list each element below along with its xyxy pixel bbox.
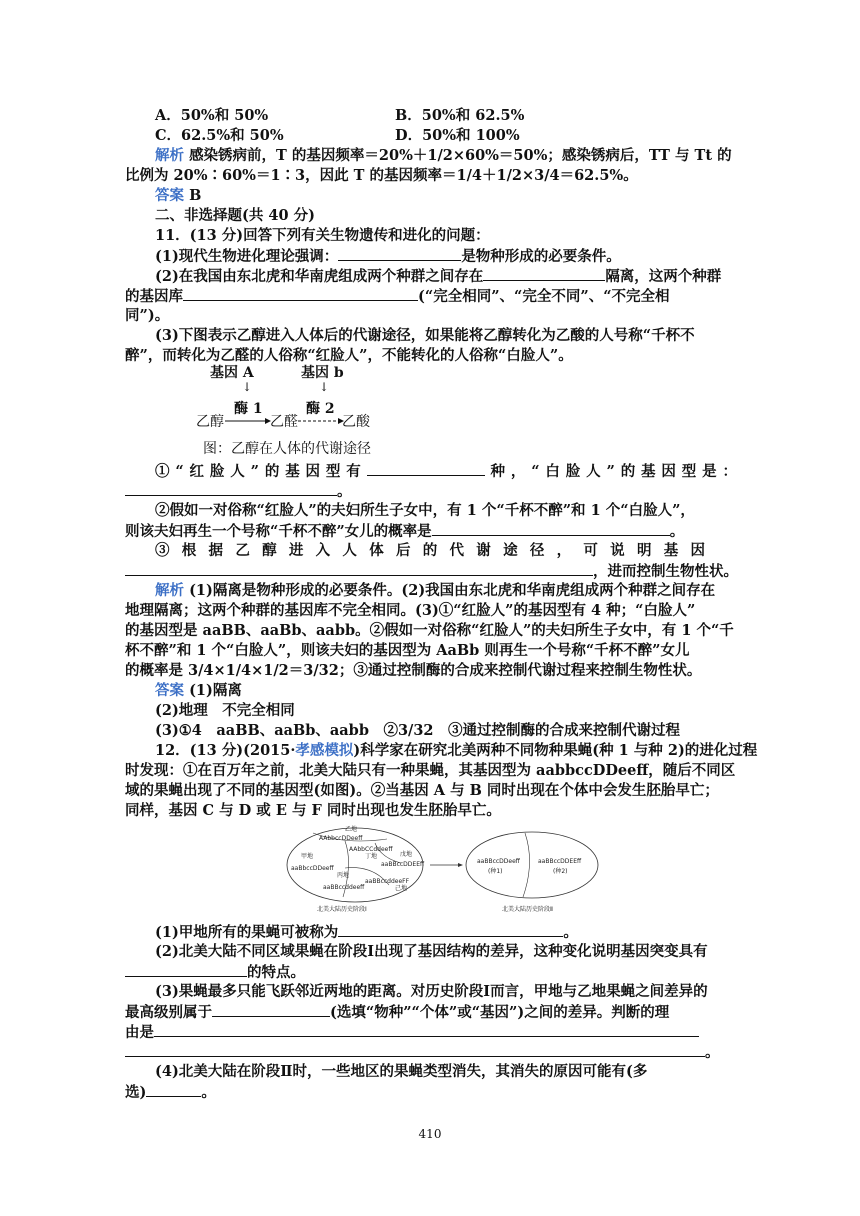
source-tag: 孝感模拟 bbox=[295, 742, 354, 759]
question-text: 域的果蝇出现了不同的基因型(如图)。②当基因 A 与 B 同时出现在个体中会发生胚胎早亡； bbox=[125, 782, 719, 799]
question-text: 时发现：①在百万年之前，北美大陆只有一种果蝇，其基因型为 aabbccDDeeff，随后不同区 bbox=[125, 762, 736, 779]
question-text: 最高级别属于 bbox=[125, 1004, 212, 1021]
answer-blank[interactable] bbox=[125, 1042, 705, 1057]
answer-blank[interactable] bbox=[183, 286, 418, 301]
question-text: 。 bbox=[669, 523, 685, 540]
question-text: (“完全相同”、“完全不同”、“不完全相 bbox=[418, 288, 670, 305]
question-text: 同”)。 bbox=[125, 307, 170, 324]
question-text: 的特点。 bbox=[247, 964, 305, 981]
region-label: 戊地 bbox=[400, 851, 413, 858]
answer-value: (2)地理 不完全相同 bbox=[155, 702, 295, 719]
question-stem: 11．(13 分)回答下列有关生物遗传和进化的问题： bbox=[155, 227, 490, 244]
option-a: A．50%和 50% bbox=[155, 107, 269, 124]
analysis-text: 杯不醉”和 1 个“白脸人”，则该夫妇的基因型为 AaBb 则再生一个号称“千杯不醉”女儿 bbox=[125, 642, 690, 659]
question-text: ①“红脸人”的基因型有 bbox=[155, 463, 367, 480]
question-text: (4)北美大陆在阶段Ⅱ时，一些地区的果蝇类型消失，其消失的原因可能有(多 bbox=[155, 1063, 648, 1080]
question-text: 由是 bbox=[125, 1024, 154, 1041]
diagram-caption: 图：乙醇在人体的代谢途径 bbox=[203, 441, 371, 457]
region-label: 丁地 bbox=[365, 853, 378, 860]
option-row bbox=[155, 106, 737, 126]
species-label: (种1) bbox=[488, 868, 503, 875]
genotype-label: AAbbCCddeeff bbox=[349, 846, 393, 853]
acetic-acid-label: 乙酸 bbox=[342, 414, 370, 430]
question-part bbox=[125, 521, 737, 542]
gene-a-label: 基因 A bbox=[210, 365, 254, 381]
option-b: B．50%和 62.5% bbox=[395, 107, 525, 124]
question-stem bbox=[155, 741, 758, 761]
analysis-text: 地理隔离；这两个种群的基因库不完全相同。(3)①“红脸人”的基因型有 4 种；“白脸人” bbox=[125, 602, 696, 619]
answer-blank[interactable] bbox=[212, 1002, 330, 1017]
answer-blank[interactable] bbox=[125, 962, 247, 977]
question-part bbox=[125, 1002, 737, 1023]
question-text: ③根据乙醇进入人体后的代谢途径，可说明基因 bbox=[155, 542, 715, 559]
answer-blank[interactable] bbox=[146, 1082, 201, 1097]
analysis-text: (1)隔离是物种形成的必要条件。(2)我国由东北虎和华南虎组成两个种群之间存在 bbox=[189, 582, 716, 599]
question-part bbox=[155, 461, 737, 482]
question-text: 。 bbox=[201, 1084, 216, 1101]
question-text: 则该夫妇再生一个号称“千杯不醉”女儿的概率是 bbox=[125, 523, 432, 540]
species-label: (种2) bbox=[553, 868, 568, 875]
reaction-arrow-icon bbox=[298, 417, 344, 425]
question-text: (2)北美大陆不同区域果蝇在阶段Ⅰ出现了基因结构的差异，这种变化说明基因突变具有 bbox=[155, 943, 708, 960]
question-text: (2)在我国由东北虎和华南虎组成两个种群之间存在 bbox=[155, 268, 484, 285]
answer-blank[interactable] bbox=[154, 1022, 699, 1037]
answer-blank[interactable] bbox=[483, 266, 605, 281]
question-text: (选填“物种”“个体”或“基因”)之间的差异。判断的理 bbox=[330, 1004, 670, 1021]
genotype-label: aaBBccddeeFF bbox=[365, 878, 410, 885]
genotype-label: aaBBccddeeff bbox=[323, 884, 365, 891]
question-text: 12．(13 分)(2015· bbox=[155, 742, 296, 759]
answer-value: B bbox=[189, 187, 202, 204]
question-text: )科学家在研究北美两种不同物种果蝇(种 1 与种 2)的进化过程 bbox=[353, 742, 758, 759]
question-text: 。 bbox=[337, 483, 352, 500]
section-heading: 二、非选择题(共 40 分) bbox=[155, 207, 315, 224]
option-d: D．50%和 100% bbox=[395, 127, 520, 144]
question-part bbox=[125, 286, 737, 307]
analysis-text: 的概率是 3/4×1/4×1/2＝3/32；③通过控制酶的合成来控制代谢过程来控制生物性状。 bbox=[125, 662, 702, 679]
question-part bbox=[125, 481, 737, 502]
acetaldehyde-label: 乙醛 bbox=[270, 414, 298, 430]
question-text: 。 bbox=[705, 1044, 720, 1061]
genotype-label: aaBBccDDEEff bbox=[538, 858, 582, 865]
question-part bbox=[125, 1082, 737, 1103]
answer-label: 答案 bbox=[155, 682, 184, 699]
question-text: (3)下图表示乙醇进入人体后的代谢途径，如果能将乙醇转化为乙酸的人号称“千杯不 bbox=[155, 327, 695, 344]
question-text: 选) bbox=[125, 1084, 147, 1101]
answer-value: (1)隔离 bbox=[189, 682, 242, 699]
ethanol-label: 乙醇 bbox=[196, 414, 224, 430]
analysis-line bbox=[155, 146, 737, 166]
reaction-arrow-icon bbox=[225, 417, 271, 425]
answer-blank[interactable] bbox=[338, 922, 563, 937]
region-label: 丙地 bbox=[337, 872, 350, 879]
gene-b-label: 基因 b bbox=[301, 365, 344, 381]
stage-label: 北美大陆历史阶段Ⅰ bbox=[317, 906, 367, 913]
question-text: 同样，基因 C 与 D 或 E 与 F 同时出现也发生胚胎早亡。 bbox=[125, 802, 501, 819]
fruit-fly-distribution-figure bbox=[285, 823, 610, 915]
arrow-down-icon: ↓ bbox=[242, 380, 253, 394]
analysis-text: 感染锈病前，T 的基因频率＝20%＋1/2×60%＝50%；感染锈病后，TT 与 Tt 的 bbox=[189, 147, 732, 164]
answer-label: 答案 bbox=[155, 187, 184, 204]
question-part bbox=[155, 266, 737, 287]
question-text: 种，“白脸人”的基因型是： bbox=[484, 463, 737, 480]
arrow-down-icon: ↓ bbox=[319, 380, 330, 394]
question-part bbox=[125, 1042, 737, 1063]
question-text: (1)甲地所有的果蝇可被称为 bbox=[155, 924, 339, 941]
analysis-text: 比例为 20%∶60%＝1∶3，因此 T 的基因频率＝1/4＋1/2×3/4＝62.5%。 bbox=[125, 167, 638, 184]
enzyme-1-label: 酶 1 bbox=[234, 401, 263, 417]
page-number: 410 bbox=[418, 1127, 442, 1141]
option-c: C．62.5%和 50% bbox=[155, 127, 284, 144]
question-part bbox=[155, 922, 737, 943]
question-text: ，进而控制生物性状。 bbox=[593, 563, 738, 580]
answer-blank[interactable] bbox=[338, 246, 461, 261]
question-text: 是物种形成的必要条件。 bbox=[461, 248, 621, 265]
region-label: 己地 bbox=[395, 885, 408, 892]
genotype-label: AAbbccDDeeff bbox=[319, 835, 363, 842]
answer-blank[interactable] bbox=[125, 561, 593, 576]
genotype-label: aaBBccDDeeff bbox=[477, 858, 520, 865]
enzyme-2-label: 酶 2 bbox=[306, 401, 335, 417]
answer-blank[interactable] bbox=[367, 461, 485, 476]
stage-label: 北美大陆历史阶段Ⅱ bbox=[502, 906, 553, 913]
question-text: ②假如一对俗称“红脸人”的夫妇所生子女中，有 1 个“千杯不醉”和 1 个“白脸人”， bbox=[155, 502, 695, 519]
question-text: (1)现代生物进化理论强调： bbox=[155, 248, 339, 265]
question-text: (3)果蝇最多只能飞跃邻近两地的距离。对历史阶段Ⅰ而言，甲地与乙地果蝇之间差异的 bbox=[155, 983, 708, 1000]
analysis-line bbox=[155, 581, 737, 601]
analysis-label: 解析 bbox=[155, 147, 184, 164]
answer-line bbox=[155, 681, 737, 701]
question-text: 醉”，而转化为乙醛的人俗称“红脸人”，不能转化的人俗称“白脸人”。 bbox=[125, 347, 573, 364]
answer-value: (3)①4 aaBB、aaBb、aabb ②3/32 ③通过控制酶的合成来控制代谢过程 bbox=[155, 722, 681, 739]
question-text: 。 bbox=[563, 924, 578, 941]
question-part bbox=[125, 1022, 737, 1043]
question-part bbox=[125, 962, 737, 983]
analysis-label: 解析 bbox=[155, 582, 184, 599]
genotype-label: aaBbccDDeeff bbox=[291, 865, 334, 872]
question-text: 的基因库 bbox=[125, 288, 183, 305]
answer-blank[interactable] bbox=[125, 481, 337, 496]
answer-blank[interactable] bbox=[432, 521, 670, 536]
region-label: 甲地 bbox=[301, 853, 314, 860]
option-row bbox=[155, 126, 737, 146]
question-part bbox=[125, 561, 737, 582]
answer-line bbox=[155, 186, 737, 206]
analysis-text: 的基因型是 aaBB、aaBb、aabb。②假如一对俗称“红脸人”的夫妇所生子女中，有 1 个“千 bbox=[125, 622, 734, 639]
question-text: 隔离，这两个种群 bbox=[605, 268, 722, 285]
question-part bbox=[155, 246, 737, 267]
region-label: 乙地 bbox=[345, 826, 358, 833]
genotype-label: aaBBccDDEEff bbox=[381, 861, 425, 868]
